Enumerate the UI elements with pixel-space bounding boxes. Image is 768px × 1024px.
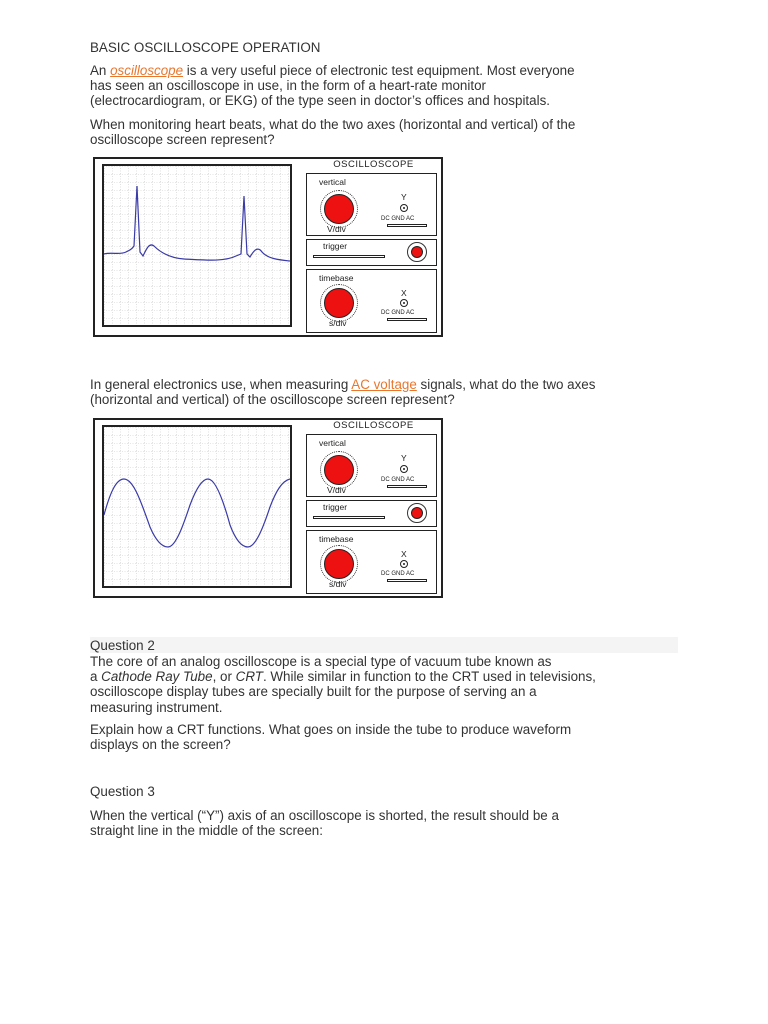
sdiv-label: s/div xyxy=(329,579,347,589)
oscilloscope-figure-ekg xyxy=(93,157,443,337)
question-3-body xyxy=(90,808,559,838)
y-input-jack[interactable] xyxy=(400,465,408,473)
question-text: oscilloscope screen represent? xyxy=(90,132,275,148)
question-text: When monitoring heart beats, what do the two axes (horizontal and vertical) of the xyxy=(90,117,576,132)
ac-voltage-link[interactable]: AC voltage xyxy=(351,377,417,392)
timebase-panel xyxy=(306,530,437,594)
question-2-prompt xyxy=(90,722,571,752)
vdiv-label: V/div xyxy=(327,224,346,234)
question-text: When the vertical (“Y”) axis of an oscilloscope is shorted, the result should be a xyxy=(90,808,559,823)
timebase-label: timebase xyxy=(319,273,354,283)
coupling-label: DC GND AC xyxy=(381,216,415,222)
sdiv-knob[interactable] xyxy=(324,549,354,579)
question-text: a xyxy=(90,669,102,685)
coupling-label: DC GND AC xyxy=(381,571,415,577)
question-text: oscilloscope display tubes are specially built for the purpose of serving an a xyxy=(90,684,537,700)
scope-screen xyxy=(102,425,292,588)
intro-text: is a very useful piece of electronic test equipment. Most everyone xyxy=(183,63,575,78)
sdiv-knob[interactable] xyxy=(324,288,354,318)
scope-screen xyxy=(102,164,292,327)
question-text: Explain how a CRT functions. What goes on inside the tube to produce waveform xyxy=(90,722,572,737)
coupling-switch[interactable] xyxy=(387,579,427,582)
vertical-panel xyxy=(306,173,437,236)
question-text: measuring instrument. xyxy=(90,699,223,715)
coupling-switch[interactable] xyxy=(387,318,427,321)
scope-title: OSCILLOSCOPE xyxy=(333,420,414,431)
trigger-knob[interactable] xyxy=(411,507,423,519)
sdiv-label: s/div xyxy=(329,318,347,328)
emphasis-text: CRT xyxy=(235,669,263,685)
timebase-label: timebase xyxy=(319,534,354,544)
intro-text: An xyxy=(90,63,111,78)
question-2-label: Question 2 xyxy=(90,638,155,653)
coupling-label: DC GND AC xyxy=(381,477,415,483)
trigger-slider[interactable] xyxy=(313,516,385,519)
trigger-knob[interactable] xyxy=(411,246,423,258)
intro-text: has seen an oscilloscope in use, in the form of a heart-rate monitor xyxy=(90,78,486,94)
y-label: Y xyxy=(401,192,407,202)
ekg-trace xyxy=(104,166,290,325)
coupling-label: DC GND AC xyxy=(381,310,415,316)
ac-question xyxy=(90,377,595,407)
question-3-label: Question 3 xyxy=(90,784,155,799)
question-2-body xyxy=(90,654,596,715)
y-label: Y xyxy=(401,453,407,463)
oscilloscope-figure-sine xyxy=(93,418,443,598)
trigger-panel xyxy=(306,239,437,266)
x-input-jack[interactable] xyxy=(400,560,408,568)
vdiv-knob[interactable] xyxy=(324,194,354,224)
coupling-switch[interactable] xyxy=(387,224,427,227)
heart-question xyxy=(90,117,575,147)
coupling-switch[interactable] xyxy=(387,485,427,488)
sine-trace xyxy=(104,427,290,586)
question-text: (horizontal and vertical) of the oscilloscope screen represent? xyxy=(90,392,455,408)
trigger-label: trigger xyxy=(323,502,348,512)
emphasis-text: Cathode Ray Tube xyxy=(101,669,213,685)
trigger-slider[interactable] xyxy=(313,255,385,258)
page-heading: BASIC OSCILLOSCOPE OPERATION xyxy=(90,40,321,55)
timebase-panel xyxy=(306,269,437,333)
question-text: In general electronics use, when measuring xyxy=(90,377,352,392)
y-input-jack[interactable] xyxy=(400,204,408,212)
x-input-jack[interactable] xyxy=(400,299,408,307)
question-text: displays on the screen? xyxy=(90,737,231,753)
vertical-panel xyxy=(306,434,437,497)
x-label: X xyxy=(401,288,407,298)
oscilloscope-link[interactable]: oscilloscope xyxy=(110,63,184,78)
vertical-label: vertical xyxy=(319,177,346,187)
vdiv-knob[interactable] xyxy=(324,455,354,485)
vdiv-label: V/div xyxy=(327,485,346,495)
vertical-label: vertical xyxy=(319,438,346,448)
question-text: . While similar in function to the CRT used in televisions, xyxy=(262,669,596,685)
intro-paragraph xyxy=(90,63,575,109)
question-2-bar xyxy=(90,637,678,653)
trigger-panel xyxy=(306,500,437,527)
question-text: signals, what do the two axes xyxy=(416,377,596,392)
question-text: , or xyxy=(212,669,236,685)
question-text: straight line in the middle of the screen: xyxy=(90,823,323,839)
trigger-label: trigger xyxy=(323,241,348,251)
scope-title: OSCILLOSCOPE xyxy=(333,159,414,170)
x-label: X xyxy=(401,549,407,559)
question-text: The core of an analog oscilloscope is a special type of vacuum tube known as xyxy=(90,654,552,669)
intro-text: (electrocardiogram, or EKG) of the type seen in doctor’s offices and hospitals. xyxy=(90,93,550,109)
